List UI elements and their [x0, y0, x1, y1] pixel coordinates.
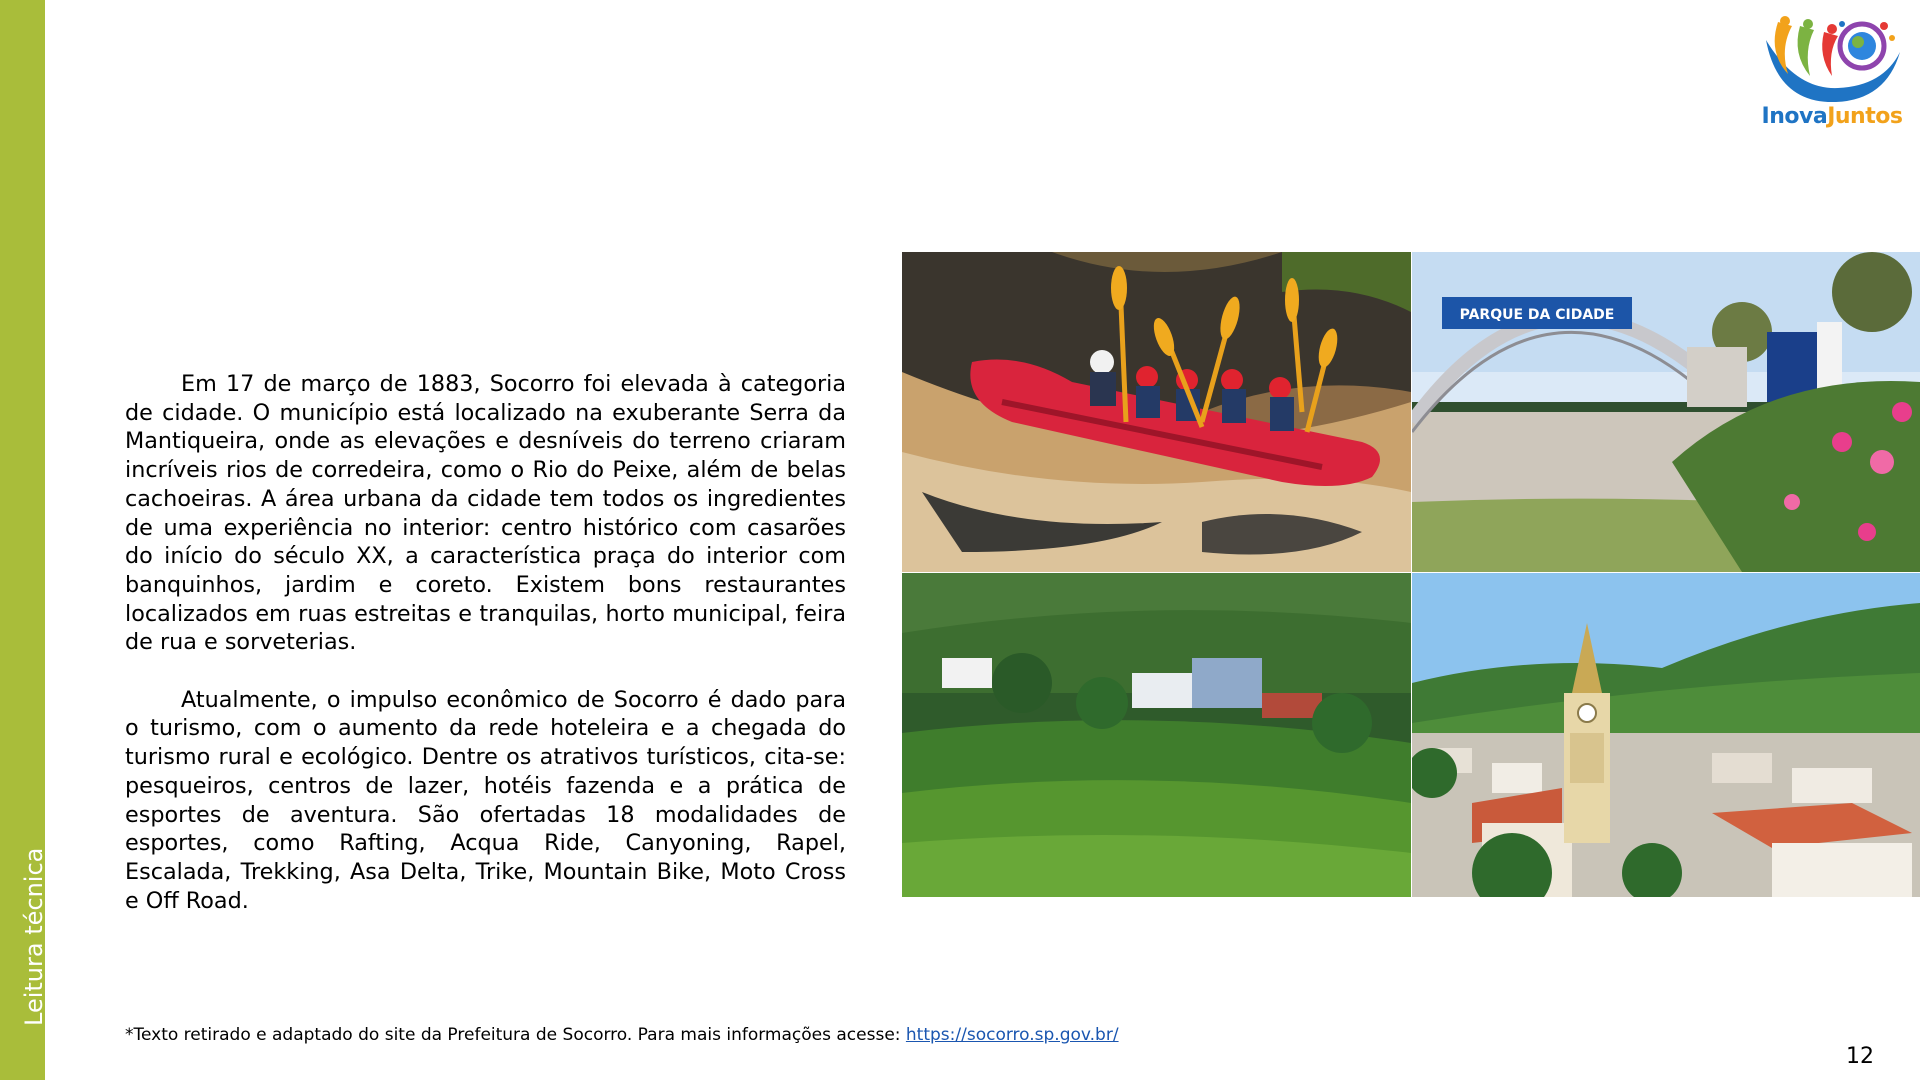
footnote — [125, 1025, 1119, 1045]
paragraph-history: Em 17 de março de 1883, Socorro foi elevada à categoria de cidade. O município está localizado na exuberante Serra da Mantiqueira, onde as elevações e desníveis do terreno criaram incríveis rios de corredeira, como o Rio do Peixe, além de belas cachoeiras. A área urbana da cidade tem todos os ingredientes de uma experiência no interior: centro histórico com casarões do início do século XX, a característica praça do interior com banquinhos, jardim e coreto. Existem bons restaurantes localizados em ruas estreitas e tranquilas, horto municipal, feira de rua e sorveterias. — [125, 371, 846, 656]
parque-da-cidade-photo — [1412, 252, 1920, 572]
page-number: 12 — [1846, 1044, 1874, 1069]
rafting-photo — [902, 252, 1411, 572]
town-church-photo — [1412, 573, 1920, 897]
park-sign-text: PARQUE DA CIDADE — [1459, 307, 1615, 323]
logo-graphic — [1758, 12, 1906, 107]
photo-collage — [902, 252, 1920, 897]
paragraph-tourism: Atualmente, o impulso econômico de Socorro é dado para o turismo, com o aumento da rede hoteleira e a chegada do turismo rural e ecológico. Dentre os atrativos turísticos, cita-se: pesqueiros, centros de lazer, hotéis fazenda e a prática de esportes de aventura. São ofertadas 18 modalidades de esportes, como Rafting, Acqua Ride, Canyoning, Rapel, Escalada, Trekking, Asa Delta, Trike, Mountain Bike, Moto Cross e Off Road. — [125, 686, 846, 914]
coffee-plantation-photo — [902, 573, 1411, 897]
footnote-text: *Texto retirado e adaptado do site da Prefeitura de Socorro. Para mais informações acesse: — [125, 1025, 906, 1045]
sidebar — [0, 0, 48, 1080]
logo-wordmark: InovaJuntos — [1761, 104, 1903, 129]
prefeitura-link[interactable]: https://socorro.sp.gov.br/ — [905, 1025, 1119, 1045]
inovajuntos-logo — [1758, 12, 1906, 134]
body-text — [125, 370, 846, 915]
sidebar-label: Leitura técnica — [20, 847, 48, 1026]
